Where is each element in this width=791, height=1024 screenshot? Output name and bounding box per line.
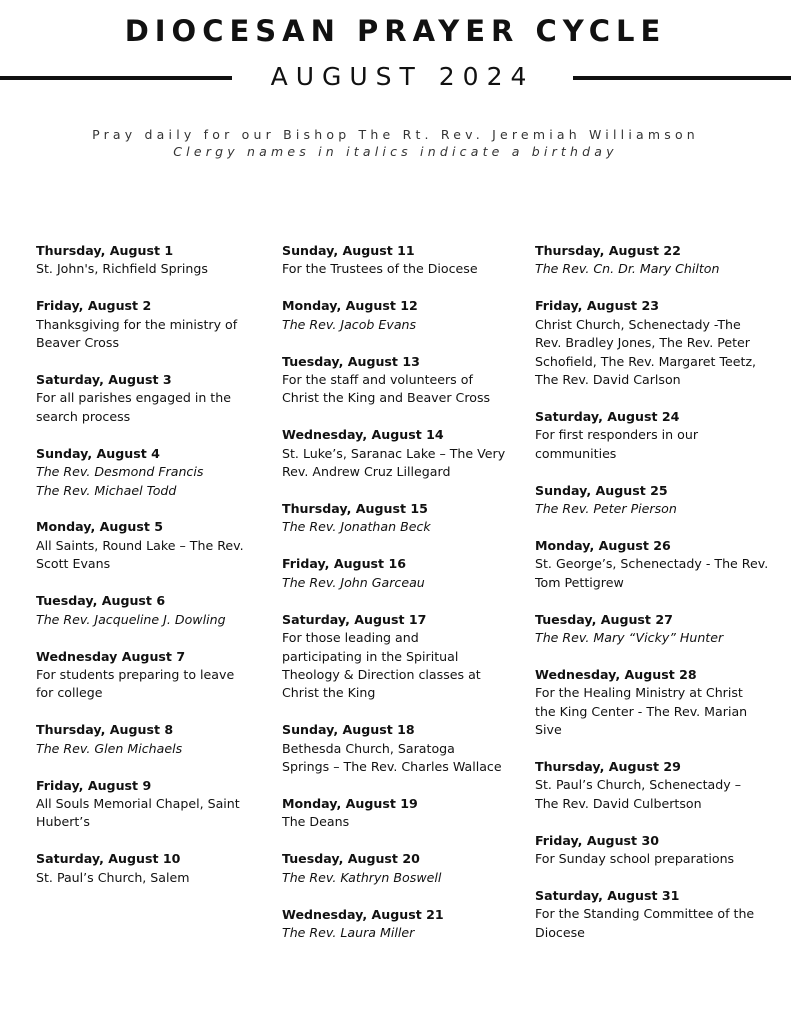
prayer-entry [282,242,520,279]
entry-date: Saturday, August 24 [535,408,680,424]
bishop-prayer-line: Pray daily for our Bishop The Rt. Rev. Jeremiah Williamson [92,127,699,142]
clergy-birthday-name: The Rev. Glen Michaels [36,740,183,756]
month-banner [0,62,791,96]
prayer-column-3 [535,242,783,961]
clergy-birthday-name: The Rev. Jonathan Beck [282,519,431,535]
prayer-entry [282,850,520,887]
clergy-birthday-name: The Rev. Laura Miller [282,924,415,940]
entry-intention: for college [36,685,103,701]
entry-intention: The Deans [282,814,350,830]
entry-date: Friday, August 16 [282,556,406,572]
prayer-entry [36,721,268,758]
birthday-note: Clergy names in italics indicate a birthday [173,144,618,159]
entry-intention: Schofield, The Rev. Margaret Teetz, [535,353,757,369]
entry-date: Monday, August 12 [282,298,418,314]
entry-date: Thursday, August 8 [36,722,174,738]
prayer-entry [36,371,268,426]
clergy-birthday-name: The Rev. Kathryn Boswell [282,869,442,885]
clergy-birthday-name: The Rev. Jacob Evans [282,316,417,332]
entry-date: Sunday, August 4 [36,445,160,461]
entry-intention: Tom Pettigrew [535,574,624,590]
prayer-entry [282,353,520,408]
prayer-column-2 [282,242,520,961]
entry-intention: For the Healing Ministry at Christ [535,685,743,701]
prayer-entry [535,887,783,942]
intro-text [0,127,791,159]
entry-intention: The Rev. David Carlson [535,371,681,387]
prayer-entry [282,795,520,832]
entry-intention: For the staff and volunteers of [282,372,473,388]
entry-date: Tuesday, August 6 [36,593,166,609]
entry-intention: All Saints, Round Lake – The Rev. [36,537,244,553]
prayer-entry [535,666,783,740]
entry-date: Wednesday, August 21 [282,906,444,922]
entry-intention: For the Standing Committee of the [535,906,755,922]
entry-date: Monday, August 5 [36,519,164,535]
prayer-entry [535,408,783,463]
prayer-entry [535,482,783,519]
entry-intention: For students preparing to leave [36,666,235,682]
entry-intention: For all parishes engaged in the [36,390,231,406]
month-heading: AUGUST 2024 [270,62,535,91]
entry-date: Friday, August 30 [535,832,659,848]
clergy-birthday-name: The Rev. Desmond Francis [36,464,204,480]
entry-intention: Christ the King and Beaver Cross [282,390,491,406]
entry-date: Wednesday August 7 [36,648,186,664]
entry-date: Wednesday, August 28 [535,666,697,682]
entry-intention: Rev. Andrew Cruz Lillegard [282,464,451,480]
entry-intention: Theology & Direction classes at [282,666,481,682]
entry-intention: For those leading and [282,630,419,646]
prayer-entry [535,758,783,813]
entry-intention: Christ the King [282,685,376,701]
entry-intention: Hubert’s [36,814,90,830]
entry-intention: St. George’s, Schenectady - The Rev. [535,556,769,572]
entry-date: Friday, August 2 [36,298,152,314]
entry-intention: communities [535,445,617,461]
prayer-entry [282,297,520,334]
entry-intention: participating in the Spiritual [282,648,459,664]
entry-date: Saturday, August 3 [36,372,172,388]
entry-date: Tuesday, August 20 [282,851,420,867]
entry-intention: For the Trustees of the Diocese [282,261,478,277]
prayer-entry [282,721,520,776]
prayer-entry [36,445,268,500]
prayer-entry [36,777,268,832]
prayer-entry [36,297,268,352]
entry-intention: St. John's, Richfield Springs [36,261,208,277]
entry-date: Sunday, August 11 [282,243,415,258]
prayer-entry [535,611,783,648]
entry-date: Tuesday, August 13 [282,353,420,369]
prayer-entry [282,906,520,943]
clergy-birthday-name: The Rev. Mary “Vicky” Hunter [535,630,724,645]
entry-date: Wednesday, August 14 [282,427,444,443]
entry-date: Saturday, August 31 [535,888,680,904]
prayer-column-1 [36,242,268,906]
prayer-entry [535,242,783,279]
entry-intention: Christ Church, Schenectady -The [535,316,741,332]
entry-intention: St. Paul’s Church, Schenectady – [535,777,742,793]
entry-intention: St. Luke’s, Saranac Lake – The Very [282,445,506,461]
entry-date: Sunday, August 25 [535,482,668,498]
entry-intention: Diocese [535,924,585,940]
entry-intention: For Sunday school preparations [535,851,735,867]
clergy-birthday-name: The Rev. Peter Pierson [535,500,677,516]
entry-intention: Bethesda Church, Saratoga [282,740,455,756]
prayer-entry [36,850,268,887]
entry-intention: Sive [535,722,562,738]
clergy-birthday-name: The Rev. John Garceau [282,574,425,590]
entry-intention: the King Center - The Rev. Marian [535,703,748,719]
entry-date: Thursday, August 29 [535,759,681,775]
entry-intention: St. Paul’s Church, Salem [36,869,190,885]
prayer-entry [535,297,783,389]
prayer-entry [36,518,268,573]
entry-date: Monday, August 19 [282,795,418,811]
prayer-entry [282,426,520,481]
clergy-birthday-name: The Rev. Michael Todd [36,482,177,498]
prayer-entry [282,500,520,537]
prayer-entry [282,555,520,592]
entry-date: Thursday, August 1 [36,243,174,258]
entry-intention: The Rev. David Culbertson [535,795,702,811]
prayer-entry [535,537,783,592]
entry-intention: All Souls Memorial Chapel, Saint [36,795,240,811]
clergy-birthday-name: The Rev. Cn. Dr. Mary Chilton [535,261,720,277]
prayer-entry [36,242,268,279]
page-title: DIOCESAN PRAYER CYCLE [124,14,667,48]
entry-intention: Thanksgiving for the ministry of [36,316,238,332]
entry-intention: Scott Evans [36,556,111,572]
entry-date: Saturday, August 10 [36,851,181,867]
right-divider-rule [573,76,791,80]
entry-date: Tuesday, August 27 [535,611,673,627]
entry-intention: For first responders in our [535,427,699,443]
prayer-entry [535,832,783,869]
entry-date: Friday, August 9 [36,777,152,793]
clergy-birthday-name: The Rev. Jacqueline J. Dowling [36,611,226,627]
entry-date: Thursday, August 22 [535,243,681,258]
entry-intention: Springs – The Rev. Charles Wallace [282,759,502,775]
entry-date: Friday, August 23 [535,298,659,314]
entry-date: Monday, August 26 [535,537,671,553]
left-divider-rule [0,76,232,80]
entry-date: Sunday, August 18 [282,722,415,738]
prayer-entry [36,648,268,703]
entry-date: Saturday, August 17 [282,611,427,627]
entry-intention: Rev. Bradley Jones, The Rev. Peter [535,335,750,351]
entry-intention: search process [36,408,131,424]
prayer-entry [282,611,520,703]
entry-intention: Beaver Cross [36,335,120,351]
prayer-entry [36,592,268,629]
entry-date: Thursday, August 15 [282,501,428,517]
